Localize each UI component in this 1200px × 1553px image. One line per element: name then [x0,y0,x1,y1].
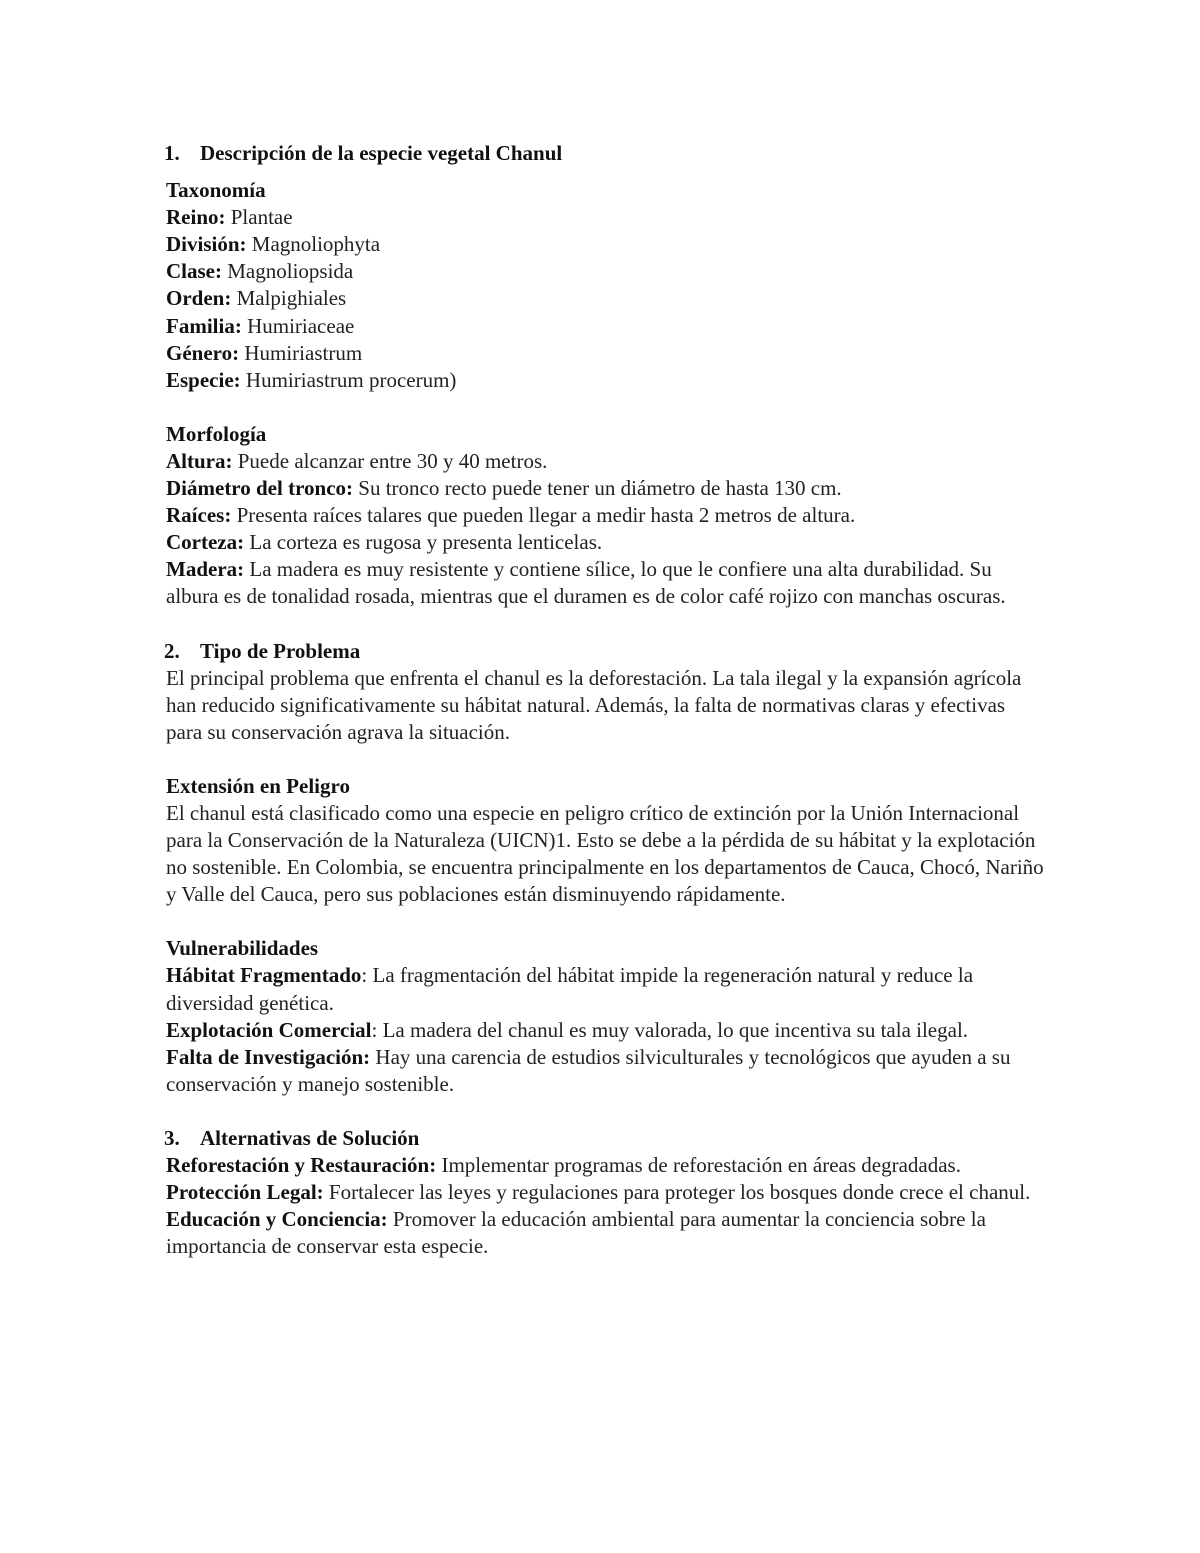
taxonomy-label: División: [166,232,247,257]
vulnerability-item [166,1017,1046,1044]
morphology-heading: Morfología [166,421,267,446]
taxonomy-item [166,313,1046,340]
vulnerability-value: : La madera del chanul es muy valorada, lo que incentiva su tala ilegal. [371,1017,969,1042]
taxonomy-label: Reino: [166,205,226,230]
vulnerability-label: Hábitat Fragmentado [166,963,362,988]
section-1-heading [166,140,1046,167]
morphology-value: Su tronco recto puede tener un diámetro de hasta 130 cm. [353,476,842,501]
solution-item [166,1152,1046,1179]
taxonomy-value: Plantae [225,205,293,230]
danger-heading: Extensión en Peligro [166,773,350,798]
taxonomy-value: Humiriaceae [241,313,355,338]
section-2-title: Tipo de Problema [200,638,361,663]
vulnerability-label: Falta de Investigación: [166,1044,371,1069]
solution-label: Reforestación y Restauración: [166,1153,437,1177]
solution-label: Educación y Conciencia: [166,1207,388,1232]
morphology-value: Presenta raíces talares que pueden llegar a medir hasta 2 metros de altura. [231,503,856,528]
taxonomy-label: Género: [166,340,240,365]
morphology-item [166,448,1046,475]
section-1-title: Descripción de la especie vegetal Chanul [200,141,563,165]
taxonomy-label: Clase: [166,259,222,284]
section-3-title: Alternativas de Solución [200,1125,420,1150]
morphology-label: Madera: [166,557,245,582]
taxonomy-item [166,367,1046,394]
vulnerability-label: Explotación Comercial [166,1017,372,1042]
taxonomy-item [166,204,1046,231]
solution-item [166,1179,1046,1206]
taxonomy-item [166,285,1046,312]
section-3-heading [166,1125,1046,1152]
problem-paragraph: El principal problema que enfrenta el chanul es la deforestación. La tala ilegal y la expansión agrícola han reducido significativamente su hábitat natural. Además, la falta de normativas claras y efectivas para su conservación agrava la situación. [166,665,1022,744]
taxonomy-value: Magnoliopsida [222,259,354,284]
taxonomy-item [166,231,1046,258]
taxonomy-label: Especie: [166,367,241,392]
morphology-item [166,502,1046,529]
section-2-heading [166,638,1046,665]
taxonomy-label: Familia: [166,313,242,338]
morphology-label: Altura: [166,448,233,473]
section-1-number: 1. [164,141,180,165]
morphology-item [166,556,1046,610]
taxonomy-value: Humiriastrum procerum) [240,367,457,392]
solution-item [166,1206,1046,1260]
solution-label: Protección Legal: [166,1180,324,1205]
vulnerability-item [166,1044,1046,1098]
taxonomy-label: Orden: [166,286,232,311]
taxonomy-item [166,258,1046,285]
morphology-label: Raíces: [166,503,232,528]
solution-value: Implementar programas de reforestación en áreas degradadas. [436,1153,961,1177]
vulnerability-value: Hay una carencia de estudios silviculturales y tecnológicos que ayuden a su conservación y manejo sostenible. [166,1044,1011,1096]
danger-paragraph: El chanul está clasificado como una especie en peligro crítico de extinción por la Unión Internacional para la Conservación de la Naturaleza (UICN)1. Esto se debe a la pérdida de su hábitat y la explotación no sostenible. En Colombia, se encuentra principalmente en los departamentos de Cauca, Chocó, Nariño y Valle del Cauca, pero sus poblaciones están disminuyendo rápidamente. [166,800,1044,907]
vulnerability-item [166,962,1046,1016]
morphology-item [166,529,1046,556]
taxonomy-value: Malpighiales [231,286,347,311]
morphology-label: Diámetro del tronco: [166,476,354,501]
morphology-label: Corteza: [166,530,245,555]
section-3-number: 3. [164,1125,180,1150]
taxonomy-value: Humiriastrum [239,340,363,365]
solution-value: Promover la educación ambiental para aumentar la conciencia sobre la importancia de conservar esta especie. [166,1207,986,1259]
vulnerability-value: : La fragmentación del hábitat impide la regeneración natural y reduce la diversidad genética. [166,963,974,1015]
taxonomy-value: Magnoliophyta [246,232,381,257]
morphology-value: La corteza es rugosa y presenta lenticelas. [244,530,603,555]
taxonomy-item [166,340,1046,367]
taxonomy-heading: Taxonomía [166,178,266,203]
morphology-value: La madera es muy resistente y contiene sílice, lo que le confiere una alta durabilidad. Su albura es de tonalidad rosada, mientras que el duramen es de color café rojizo con manchas oscuras. [166,557,1006,609]
morphology-item [166,475,1046,502]
document-page [166,140,1046,1260]
section-2-number: 2. [164,638,180,663]
solution-value: Fortalecer las leyes y regulaciones para proteger los bosques donde crece el chanul. [323,1180,1031,1205]
morphology-value: Puede alcanzar entre 30 y 40 metros. [232,448,548,473]
vulnerabilities-heading: Vulnerabilidades [166,936,319,961]
